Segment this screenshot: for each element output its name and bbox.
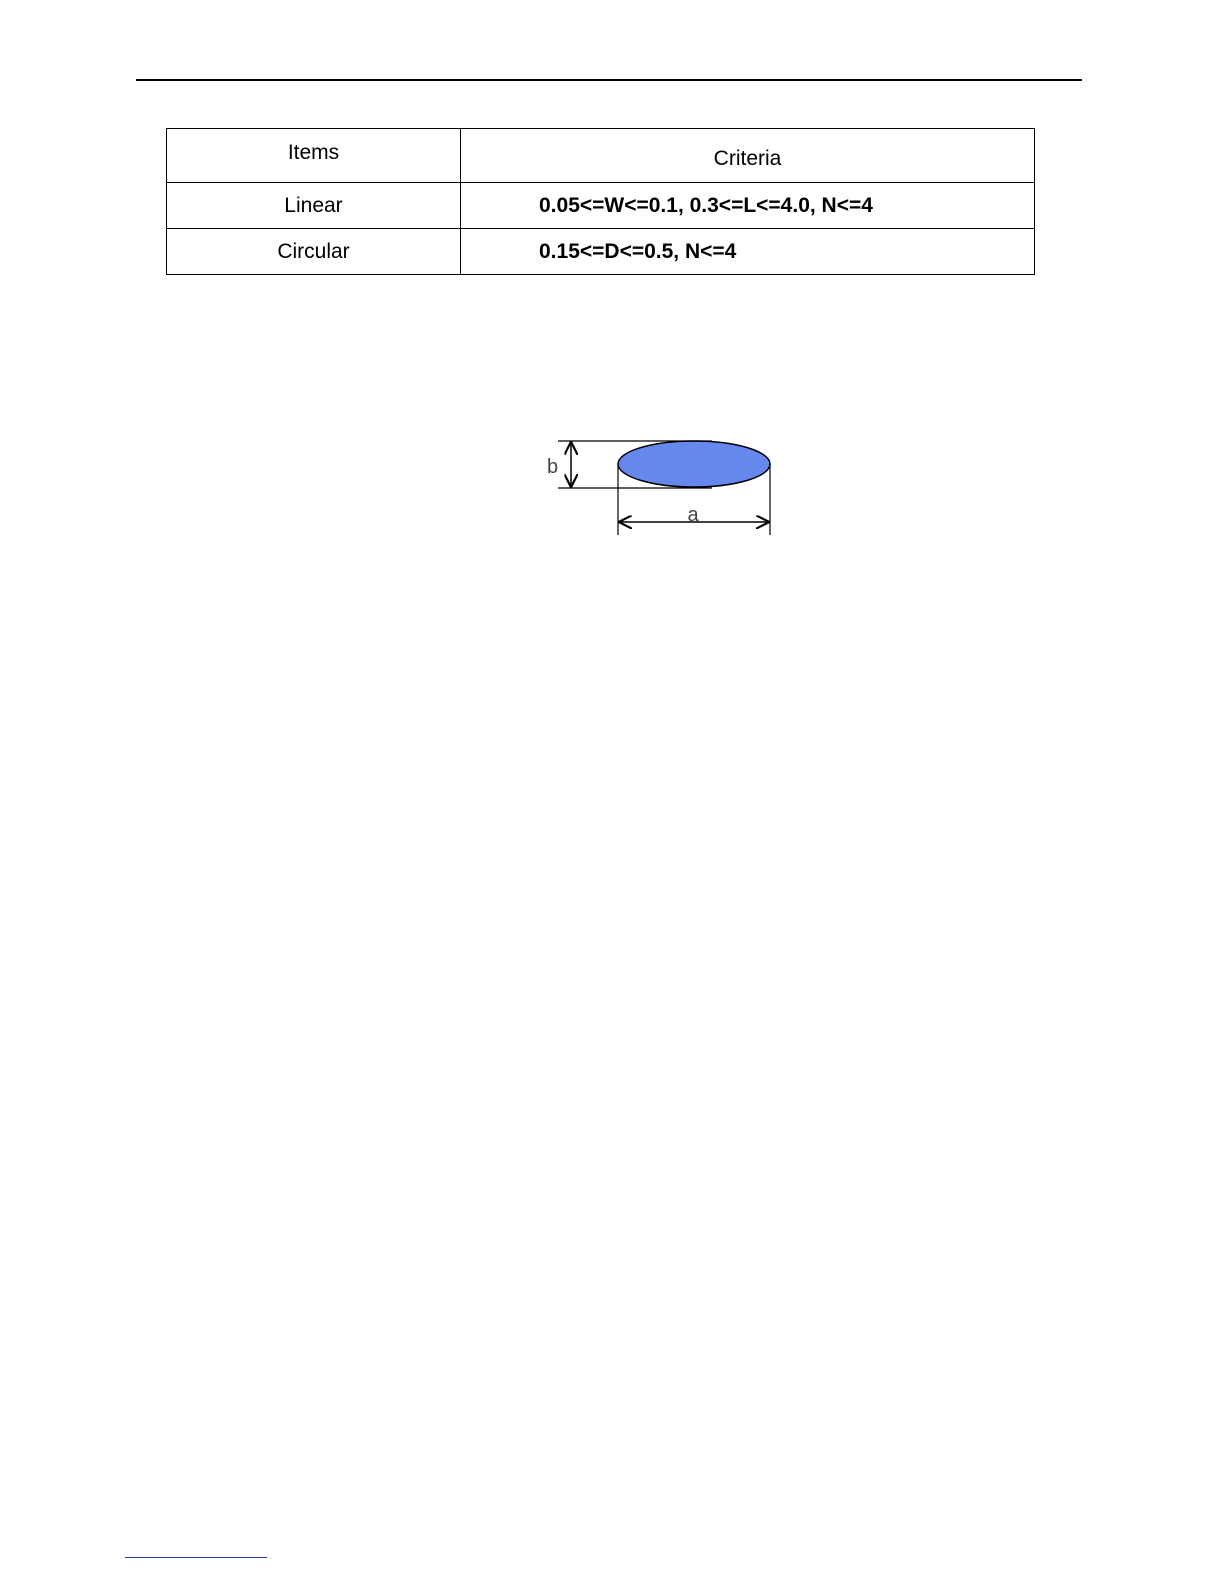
defect-ellipse <box>618 441 770 487</box>
header-rule <box>136 79 1082 81</box>
header-items: Items <box>167 129 461 183</box>
row-criteria-linear: 0.05<=W<=0.1, 0.3<=L<=4.0, N<=4 <box>461 183 1035 229</box>
criteria-table <box>166 128 1035 275</box>
ellipse-dimension-diagram <box>540 430 790 540</box>
table-header-row <box>167 129 1035 183</box>
row-item-linear: Linear <box>167 183 461 229</box>
row-criteria-circular: 0.15<=D<=0.5, N<=4 <box>461 229 1035 275</box>
header-criteria: Criteria <box>461 129 1035 183</box>
table-row <box>167 183 1035 229</box>
width-label: a <box>687 504 699 526</box>
table-row <box>167 229 1035 275</box>
height-label: b <box>547 456 559 478</box>
row-item-circular: Circular <box>167 229 461 275</box>
footer-link-rule <box>125 1557 267 1558</box>
